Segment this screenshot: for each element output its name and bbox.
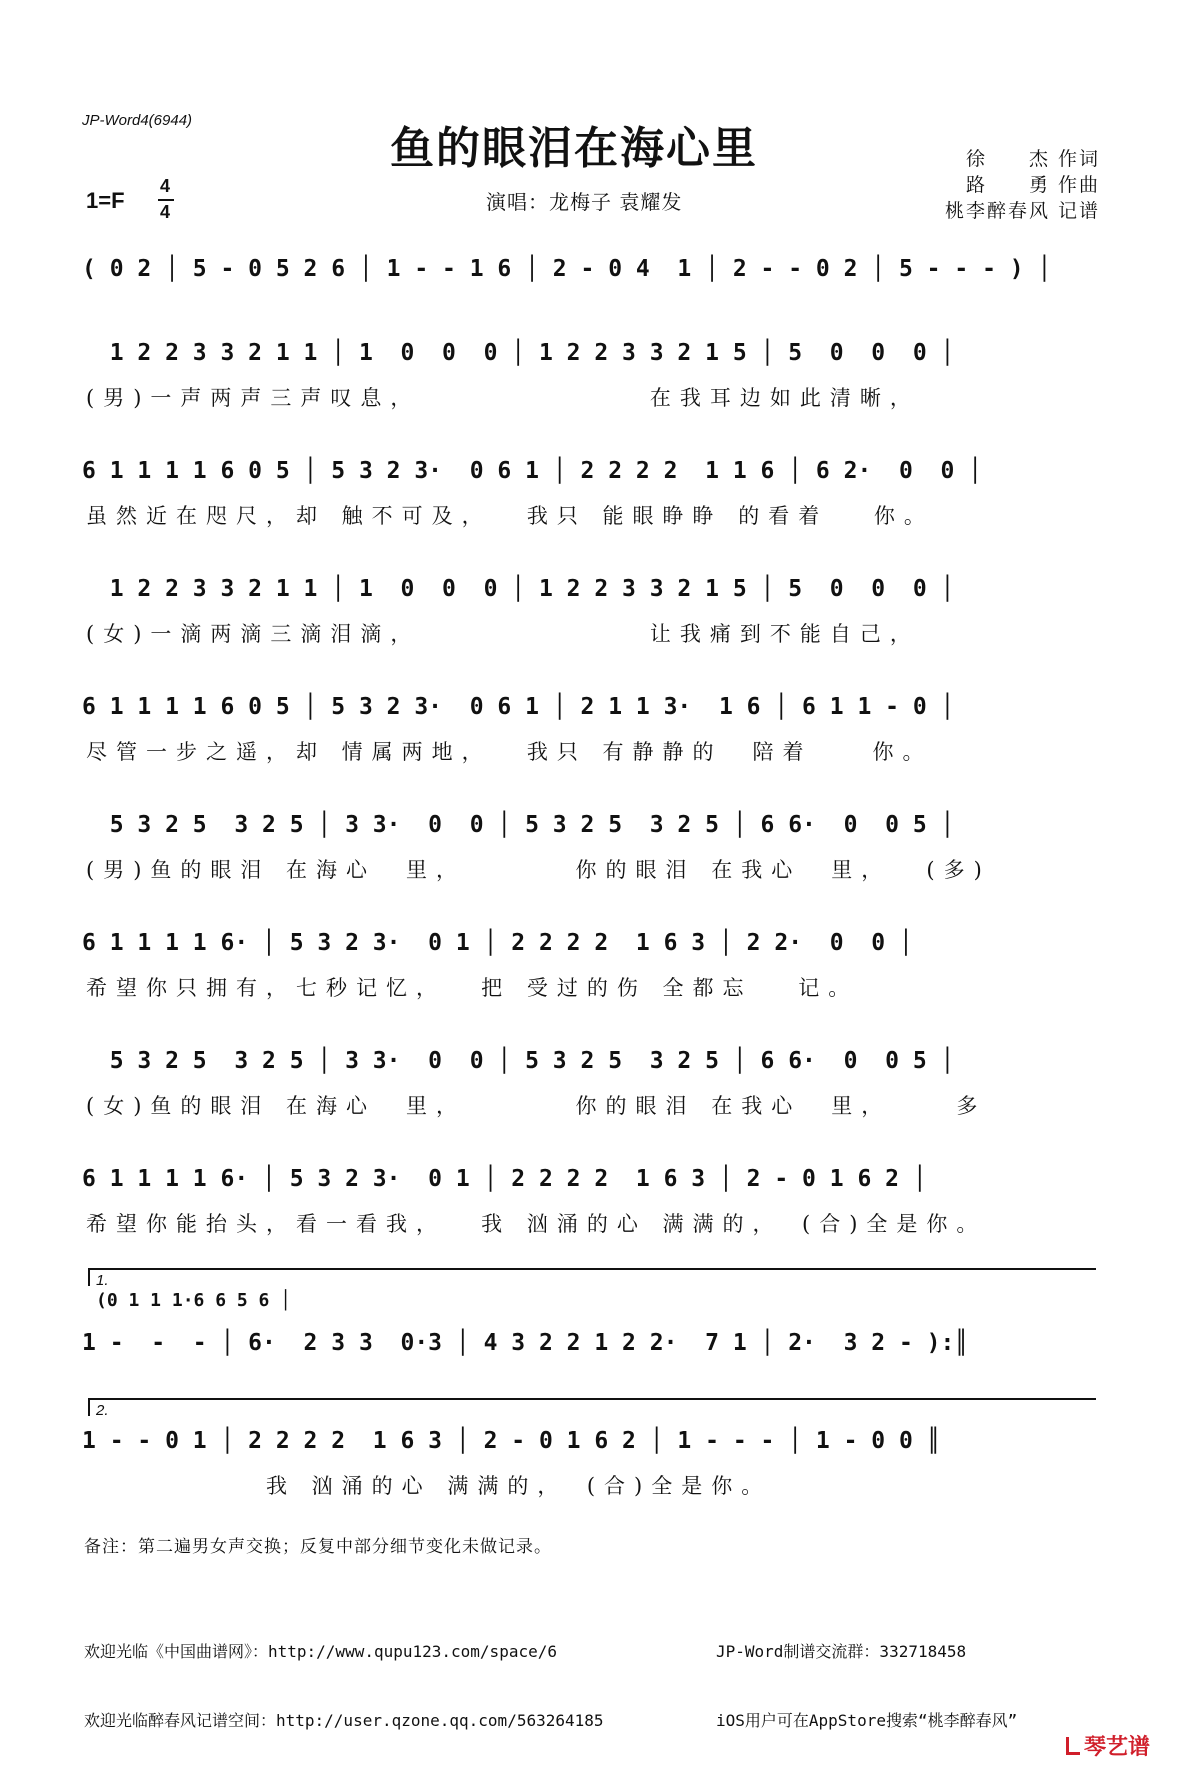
score-row-2-notes: 6 1 1 1 1 6 0 5 │ 5 3 2 3· 0 6 1 │ 2 2 2 2 1 1 6 │ 6 2· 0 0 │ (82, 458, 983, 484)
brand-mark-icon (1066, 1737, 1080, 1755)
volta-1-label: 1. (96, 1272, 109, 1289)
score-row-8-notes: 6 1 1 1 1 6· │ 5 3 2 3· 0 1 │ 2 2 2 2 1 6 3 │ 2 - 0 1 6 2 │ (82, 1166, 927, 1192)
composer-credit: 路 勇 作曲 (965, 174, 1100, 196)
key-signature: 1=F (86, 188, 125, 213)
score-row-5-lyrics: (男)鱼的眼泪 在海心 里， 你的眼泪 在我心 里， (多) (86, 858, 991, 882)
footer-left (84, 1594, 604, 1755)
score-row-11-notes: 1 - - 0 1 │ 2 2 2 2 1 6 3 │ 2 - 0 1 6 2 │ 1 - - - │ 1 - 0 0 ║ (82, 1428, 941, 1454)
footer-link-qzone[interactable]: 欢迎光临醉春风记谱空间：http://user.qzone.qq.com/563264185 (84, 1711, 604, 1730)
volta-2-bracket-leg (88, 1398, 90, 1416)
score-row-8-lyrics: 希望你能抬头，看一看我， 我 汹涌的心 满满的， (合)全是你。 (86, 1212, 987, 1236)
footer-group-number: JP-Word制谱交流群：332718458 (716, 1642, 967, 1661)
brand-logo (1066, 1730, 1150, 1761)
volta-2-label: 2. (96, 1402, 109, 1419)
score-row-2-lyrics: 虽然近在咫尺，却 触不可及， 我只 能眼睁睁 的看着 你。 (86, 504, 934, 528)
volta-2-bracket (88, 1398, 1096, 1400)
score-row-11-lyrics: 我 汹涌的心 满满的， (合)全是你。 (86, 1474, 772, 1498)
score-row-1-lyrics: (男)一声两声三声叹息， 在我耳边如此清晰， (86, 386, 920, 410)
score-row-3-lyrics: (女)一滴两滴三滴泪滴， 让我痛到不能自己， (86, 622, 920, 646)
lyricist-credit: 徐 杰 作词 (965, 148, 1100, 170)
volta-1-bracket (88, 1268, 1096, 1270)
score-row-1-notes: 1 2 2 3 3 2 1 1 │ 1 0 0 0 │ 1 2 2 3 3 2 1 5 │ 5 0 0 0 │ (82, 340, 955, 366)
time-signature-bottom: 4 (160, 202, 171, 222)
footer-appstore-hint: iOS用户可在AppStore搜索“桃李醉春风” (716, 1711, 1018, 1730)
score-row-3-notes: 1 2 2 3 3 2 1 1 │ 1 0 0 0 │ 1 2 2 3 3 2 1 5 │ 5 0 0 0 │ (82, 576, 955, 602)
singers: 演唱：龙梅子 袁耀发 (486, 190, 683, 214)
remark-note: 备注：第二遍男女声交换；反复中部分细节变化未做记录。 (84, 1537, 552, 1557)
footer-link-qupu[interactable]: 欢迎光临《中国曲谱网》：http://www.qupu123.com/space/6 (84, 1642, 557, 1661)
score-row-6-lyrics: 希望你只拥有，七秒记忆， 把 受过的伤 全都忘 记。 (86, 976, 859, 1000)
score-row-9-notes: (0 1 1 1·6 6 5 6 │ (96, 1290, 292, 1311)
score-row-7-notes: 5 3 2 5 3 2 5 │ 3 3· 0 0 │ 5 3 2 5 3 2 5 │ 6 6· 0 0 5 │ (82, 1048, 955, 1074)
transcriber-credit: 桃李醉春风 记谱 (944, 200, 1100, 222)
time-signature-top: 4 (160, 176, 171, 196)
software-label: JP-Word4(6944) (82, 112, 193, 129)
score-row-6-notes: 6 1 1 1 1 6· │ 5 3 2 3· 0 1 │ 2 2 2 2 1 6 3 │ 2 2· 0 0 │ (82, 930, 913, 956)
score-row-5-notes: 5 3 2 5 3 2 5 │ 3 3· 0 0 │ 5 3 2 5 3 2 5 │ 6 6· 0 0 5 │ (82, 812, 955, 838)
score-row-10-notes: 1 - - - │ 6· 2 3 3 0·3 │ 4 3 2 2 1 2 2· 7 1 │ 2· 3 2 - ):║ (82, 1330, 969, 1356)
credits (900, 146, 1100, 224)
song-title: 鱼的眼泪在海心里 (390, 123, 758, 174)
score-row-7-lyrics: (女)鱼的眼泪 在海心 里， 你的眼泪 在我心 里， 多 (86, 1094, 987, 1118)
score-row-4-notes: 6 1 1 1 1 6 0 5 │ 5 3 2 3· 0 6 1 │ 2 1 1 3· 1 6 │ 6 1 1 - 0 │ (82, 694, 955, 720)
volta-1-bracket-leg (88, 1268, 90, 1286)
footer-right (716, 1594, 1017, 1755)
time-signature-rule (158, 199, 174, 201)
score-row-4-lyrics: 尽管一步之遥，却 情属两地， 我只 有静静的 陪着 你。 (86, 740, 933, 764)
score-row-intro: ( 0 2 │ 5 - 0 5 2 6 │ 1 - - 1 6 │ 2 - 0 4 1 │ 2 - - 0 2 │ 5 - - - ) │ (82, 256, 1052, 282)
brand-name: 琴艺谱 (1084, 1735, 1151, 1760)
